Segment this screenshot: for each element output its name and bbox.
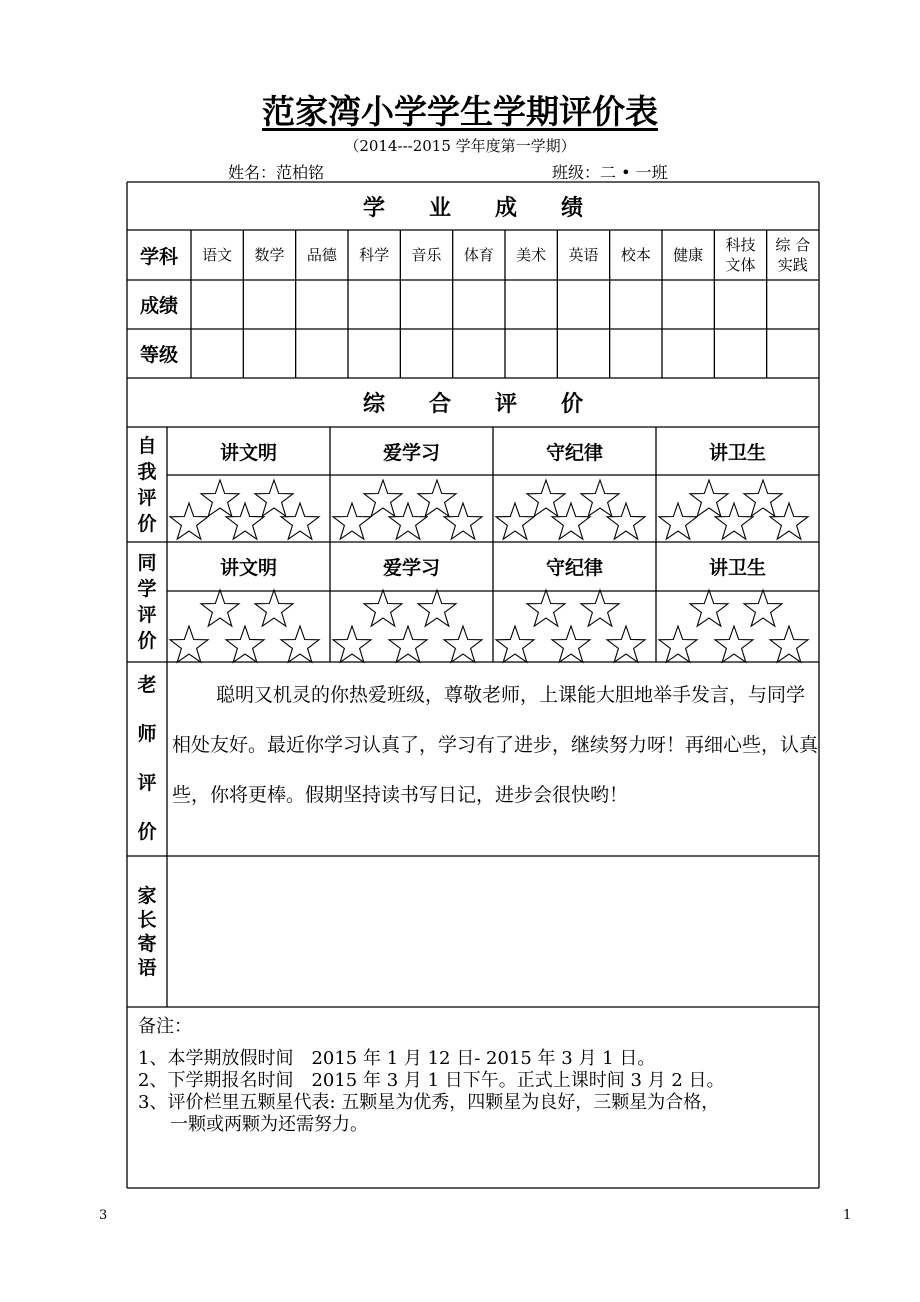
note-item: 3、评价栏里五颗星代表: 五颗星为优秀，四颗星为良好，三颗星为合格， [138, 1092, 720, 1113]
star-icon [364, 480, 402, 516]
score-cell[interactable] [610, 280, 662, 329]
notes-title: 备注： [138, 1016, 192, 1037]
star-icon [444, 503, 482, 539]
evaluation-heading: 综 合 评 价 [362, 392, 583, 417]
subject-4: 音乐 [411, 246, 442, 264]
subject-11: 综 合 实践 [775, 236, 811, 274]
peer-category-1: 爱学习 [382, 557, 440, 579]
subject-5: 体育 [463, 246, 494, 264]
subject-9: 健康 [673, 246, 704, 264]
teacher-comment: 聪明又机灵的你热爱班级，尊敬老师，上课能大胆地举手发言，与同学相处友好。最近你学习认真了，学习有了进步，继续努力呀！再细心些，认真些，你将更棒。假期坚持读书写日记，进步会很快哟！ [172, 684, 819, 806]
grade-cell[interactable] [767, 329, 819, 378]
teacher-eval-label: 老 师 评 价 [137, 674, 157, 843]
subject-6: 美术 [516, 246, 547, 264]
score-cell[interactable] [505, 280, 557, 329]
score-cell[interactable] [348, 280, 400, 329]
class-name: 班级：二 • 一班 [552, 163, 668, 182]
star-icon [715, 626, 753, 662]
academic-heading: 学 业 成 绩 [362, 195, 583, 221]
star-icon [496, 503, 534, 539]
parent-message[interactable] [172, 862, 812, 1002]
star-icon [201, 480, 239, 516]
page-number-right: 1 [843, 1208, 852, 1223]
star-icon [744, 590, 782, 626]
student-name: 姓名：范柏铭 [228, 163, 325, 182]
star-icon [281, 626, 319, 662]
self-category-2: 守纪律 [545, 441, 603, 464]
star-icon [770, 626, 808, 662]
score-cell[interactable] [191, 280, 243, 329]
notes-section [138, 1016, 818, 1136]
subject-label: 学科 [139, 245, 178, 268]
self-category-3: 讲卫生 [708, 441, 766, 464]
page-title: 范家湾小学学生学期评价表 [262, 92, 658, 131]
self-category-0: 讲文明 [219, 441, 277, 464]
score-cell[interactable] [767, 280, 819, 329]
grade-cell[interactable] [191, 329, 243, 378]
grade-cell[interactable] [243, 329, 295, 378]
star-icon [444, 626, 482, 662]
peer-eval-label: 同 学 评 价 [137, 552, 157, 652]
star-icon [581, 480, 619, 516]
star-icon [715, 503, 753, 539]
star-icon [659, 626, 697, 662]
grade-cell[interactable] [714, 329, 766, 378]
star-icon [364, 590, 402, 626]
subject-3: 科学 [359, 246, 390, 264]
grade-cell[interactable] [662, 329, 714, 378]
score-cell[interactable] [296, 280, 348, 329]
star-icon [659, 503, 697, 539]
note-item: 一颗或两颗为还需努力。 [152, 1114, 368, 1135]
star-icon [281, 503, 319, 539]
star-icon [552, 503, 590, 539]
grade-cell[interactable] [296, 329, 348, 378]
score-cell[interactable] [714, 280, 766, 329]
score-cell[interactable] [557, 280, 609, 329]
star-icon [581, 590, 619, 626]
star-icon [690, 480, 728, 516]
star-icon [527, 480, 565, 516]
subject-7: 英语 [568, 246, 599, 264]
subject-10: 科技 文体 [725, 236, 756, 274]
peer-category-3: 讲卫生 [708, 557, 766, 579]
star-icon [170, 503, 208, 539]
star-icon [418, 590, 456, 626]
score-cell[interactable] [453, 280, 505, 329]
grade-cell[interactable] [610, 329, 662, 378]
star-icon [255, 480, 293, 516]
star-icon [255, 590, 293, 626]
star-icon [333, 503, 371, 539]
star-icon [744, 480, 782, 516]
term-subtitle: （2014---2015 学年度第一学期） [344, 137, 576, 155]
star-icon [389, 626, 427, 662]
star-icon [333, 626, 371, 662]
star-icon [170, 626, 208, 662]
star-icon [690, 590, 728, 626]
subject-2: 品德 [306, 246, 337, 264]
subject-1: 数学 [254, 246, 285, 264]
score-label: 成绩 [139, 295, 178, 317]
star-icon [389, 503, 427, 539]
grade-cell[interactable] [348, 329, 400, 378]
grade-cell[interactable] [505, 329, 557, 378]
score-cell[interactable] [662, 280, 714, 329]
subject-0: 语文 [202, 246, 233, 264]
parent-message-label: 家 长 寄 语 [137, 884, 157, 979]
star-icon [527, 590, 565, 626]
score-cell[interactable] [243, 280, 295, 329]
star-icon [226, 626, 264, 662]
page-number-left: 3 [99, 1208, 108, 1223]
star-icon [552, 626, 590, 662]
star-icon [226, 503, 264, 539]
star-icon [607, 503, 645, 539]
peer-category-2: 守纪律 [545, 557, 603, 579]
self-category-1: 爱学习 [382, 441, 440, 464]
grade-label: 等级 [139, 344, 178, 366]
self-eval-label: 自 我 评 价 [137, 434, 157, 535]
subject-8: 校本 [620, 246, 651, 264]
grade-cell[interactable] [557, 329, 609, 378]
peer-category-0: 讲文明 [219, 557, 277, 579]
note-item: 2、下学期报名时间 2015 年 3 月 1 日下午。正式上课时间 3 月 2 日。 [138, 1070, 725, 1091]
grade-cell[interactable] [400, 329, 452, 378]
star-icon [607, 626, 645, 662]
star-icon [496, 626, 534, 662]
grade-cell[interactable] [453, 329, 505, 378]
star-icon [770, 503, 808, 539]
star-icon [418, 480, 456, 516]
star-icon [201, 590, 239, 626]
note-item: 1、本学期放假时间 2015 年 1 月 12 日- 2015 年 3 月 1 日。 [138, 1048, 656, 1069]
score-cell[interactable] [400, 280, 452, 329]
